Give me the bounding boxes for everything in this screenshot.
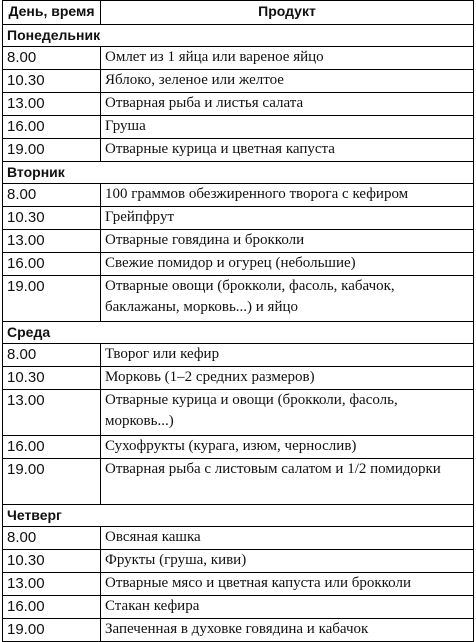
meal-product: Яблоко, зеленое или желтое	[101, 70, 474, 93]
table-row	[3, 230, 474, 253]
meal-time: 10.30	[3, 367, 101, 390]
table-row	[3, 459, 474, 505]
meal-product: Отварная рыба с листовым салатом и 1/2 помидорки	[101, 459, 474, 505]
meal-product: Стакан кефира	[101, 596, 474, 619]
meal-time: 13.00	[3, 93, 101, 116]
day-row	[3, 322, 474, 344]
meal-time: 10.30	[3, 70, 101, 93]
meal-product: 100 граммов обезжиренного творога с кефиром	[101, 184, 474, 207]
table-row	[3, 390, 474, 436]
meal-time: 8.00	[3, 47, 101, 70]
meal-time: 16.00	[3, 116, 101, 139]
table-row	[3, 207, 474, 230]
header-product: Продукт	[101, 1, 474, 25]
table-row	[3, 116, 474, 139]
table-row	[3, 93, 474, 116]
meal-time: 8.00	[3, 184, 101, 207]
table-row	[3, 276, 474, 322]
meal-time: 16.00	[3, 596, 101, 619]
table-row	[3, 184, 474, 207]
meal-product: Омлет из 1 яйца или вареное яйцо	[101, 47, 474, 70]
day-row	[3, 162, 474, 184]
meal-time: 19.00	[3, 139, 101, 162]
table-row	[3, 436, 474, 459]
meal-product: Свежие помидор и огурец (небольшие)	[101, 253, 474, 276]
meal-time: 10.30	[3, 550, 101, 573]
meal-product: Овсяная кашка	[101, 527, 474, 550]
meal-product: Фрукты (груша, киви)	[101, 550, 474, 573]
meal-time: 13.00	[3, 230, 101, 253]
table-row	[3, 527, 474, 550]
meal-product: Отварные курица и овощи (брокколи, фасоль, морковь...)	[101, 390, 474, 436]
meal-time: 13.00	[3, 390, 101, 436]
meal-time: 19.00	[3, 459, 101, 505]
day-row	[3, 505, 474, 527]
table-row	[3, 253, 474, 276]
table-row	[3, 573, 474, 596]
meal-product: Отварная рыба и листья салата	[101, 93, 474, 116]
table-row	[3, 70, 474, 93]
meal-time: 16.00	[3, 253, 101, 276]
meal-product: Творог или кефир	[101, 344, 474, 367]
meal-product: Отварные мясо и цветная капуста или брокколи	[101, 573, 474, 596]
meal-time: 19.00	[3, 619, 101, 642]
header-time: День, время	[3, 1, 101, 25]
day-name: Понедельник	[3, 25, 474, 47]
table-row	[3, 344, 474, 367]
meal-product: Запеченная в духовке говядина и кабачок	[101, 619, 474, 642]
meal-product: Отварные курица и цветная капуста	[101, 139, 474, 162]
meal-time: 10.30	[3, 207, 101, 230]
day-row	[3, 25, 474, 47]
meal-product: Грейпфрут	[101, 207, 474, 230]
meal-product: Груша	[101, 116, 474, 139]
day-name: Четверг	[3, 505, 474, 527]
meal-product: Отварные овощи (брокколи, фасоль, кабачок, баклажаны, морковь...) и яйцо	[101, 276, 474, 322]
table-row	[3, 47, 474, 70]
diet-menu-table	[2, 0, 474, 642]
meal-time: 19.00	[3, 276, 101, 322]
meal-time: 8.00	[3, 527, 101, 550]
day-name: Среда	[3, 322, 474, 344]
table-row	[3, 367, 474, 390]
meal-time: 16.00	[3, 436, 101, 459]
table-header-row	[3, 1, 474, 25]
meal-product: Морковь (1–2 средних размеров)	[101, 367, 474, 390]
meal-time: 13.00	[3, 573, 101, 596]
day-name: Вторник	[3, 162, 474, 184]
table-row	[3, 139, 474, 162]
table-row	[3, 550, 474, 573]
table-row	[3, 596, 474, 619]
meal-time: 8.00	[3, 344, 101, 367]
meal-product: Сухофрукты (курага, изюм, чернослив)	[101, 436, 474, 459]
meal-product: Отварные говядина и брокколи	[101, 230, 474, 253]
table-row	[3, 619, 474, 642]
